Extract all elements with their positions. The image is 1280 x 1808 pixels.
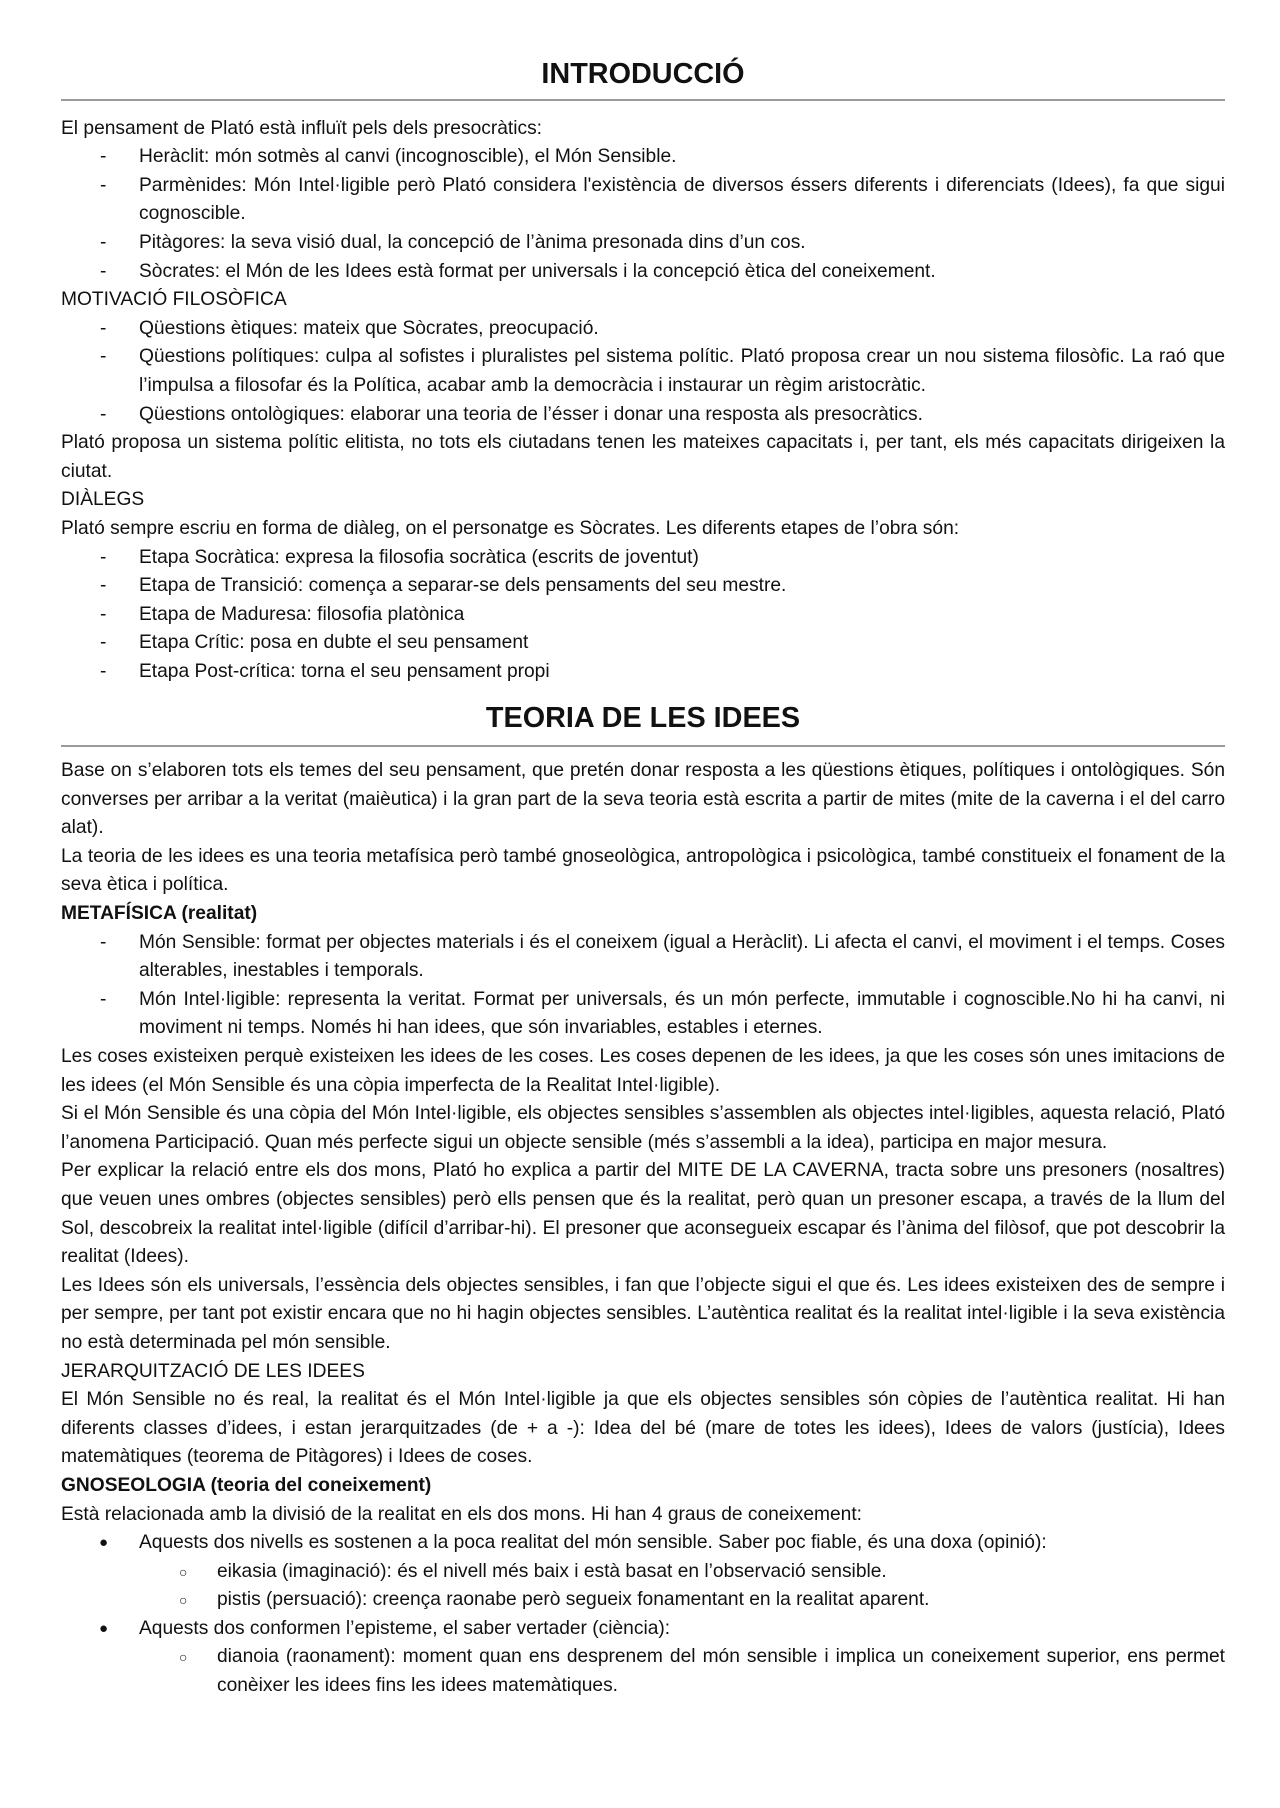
metafisica-heading: METAFÍSICA (realitat) <box>61 903 258 925</box>
mons-list <box>61 929 1225 1043</box>
list-item: - Heràclit: món sotmès al canvi (incognoscible), el Món Sensible. <box>61 143 1225 172</box>
list-item: - Qüestions ontològiques: elaborar una teoria de l’ésser i donar una resposta als presocràtics. <box>61 401 1225 430</box>
list-item: - Sòcrates: el Món de les Idees està format per universals i la concepció ètica del coneixement. <box>61 258 1225 287</box>
list-item: - Etapa Crític: posa en dubte el seu pensament <box>61 629 1225 658</box>
teoria-paragraph: Les Idees són els universals, l’essència dels objectes sensibles, i fan que l’objecte sigui el que és. Les idees existeixen des de sempre i per sempre, per tant pot existir encara que no hi hagin objectes sensibles. L’autèntica realitat és la realitat intel·ligible i la seva existència no està determinada pel món sensible. <box>61 1274 1225 1353</box>
episteme-text: Aquests dos conformen l’episteme, el saber vertader (ciència): <box>139 1617 671 1639</box>
list-item <box>61 1529 1225 1558</box>
dialegs-heading: DIÀLEGS <box>61 489 145 511</box>
list-item: - Pitàgores: la seva visió dual, la concepció de l’ànima presonada dins d’un cos. <box>61 229 1225 258</box>
episteme-sublist <box>61 1643 1225 1700</box>
doxa-text: Aquests dos nivells es sostenen a la poca realitat del món sensible. Saber poc fiable, és una doxa (opinió): <box>139 1532 1047 1554</box>
teoria-paragraph: Si el Món Sensible és una còpia del Món Intel·ligible, els objectes sensibles s’assemblen als objectes intel·ligibles, aquesta relació, Plató l’anomena Participació. Quan més perfecte sigui un objecte sensible (més s’assembli a la idea), participa en major mesura. <box>61 1103 1225 1153</box>
presocratics-list <box>61 143 1225 286</box>
list-item: - Etapa de Maduresa: filosofia platònica <box>61 601 1225 630</box>
bullet-icon: ● <box>99 1619 109 1637</box>
list-item: - Parmènides: Món Intel·ligible però Plató considera l'existència de diversos éssers diferents i diferenciats (Idees), fa que sigui cognoscible. <box>61 172 1225 229</box>
list-item: - Món Sensible: format per objectes materials i és el coneixem (igual a Heràclit). Li afecta el canvi, el moviment i el temps. Coses alterables, inestables i temporals. <box>61 929 1225 986</box>
list-item: - Qüestions polítiques: culpa al sofistes i pluralistes pel sistema polític. Plató proposa crear un nou sistema filosòfic. La raó que l’impulsa a filosofar és la Política, acabar amb la democràcia i instaurar un règim aristocràtic. <box>61 343 1225 400</box>
list-item: ○ pistis (persuació): creença raonabe però segueix fonamentant en la realitat aparent. <box>61 1586 1225 1615</box>
list-item: - Etapa Socràtica: expresa la filosofia socràtica (escrits de joventut) <box>61 544 1225 573</box>
list-item: ○ dianoia (raonament): moment quan ens desprenem del món sensible i implica un coneixement superior, ens permet conèixer les idees fins les idees matemàtiques. <box>61 1643 1225 1700</box>
graus-list <box>61 1529 1225 1558</box>
teoria-paragraph: Base on s’elaboren tots els temes del seu pensament, que pretén donar resposta a les qüestions ètiques, polítiques i ontològiques. Són converses per arribar a la veritat (maièutica) i la gran part de la seva teoria està escrita a partir de mites (mite de la caverna i el del carro alat). <box>61 760 1225 839</box>
etapes-list <box>61 544 1225 687</box>
dialegs-lead: Plató sempre escriu en forma de diàleg, on el personatge es Sòcrates. Les diferents etapes de l’obra són: <box>61 517 960 539</box>
motivacio-list <box>61 315 1225 429</box>
doxa-sublist <box>61 1558 1225 1615</box>
list-item: - Etapa de Transició: comença a separar-se dels pensaments del seu mestre. <box>61 572 1225 601</box>
section-divider <box>61 745 1225 747</box>
teoria-paragraph: El Món Sensible no és real, la realitat és el Món Intel·ligible ja que els objectes sensibles són còpies de l’autèntica realitat. Hi han diferents classes d’idees, i estan jerarquitzades (de + a -): Idea del bé (mare de totes les idees), Idees de valors (justícia), Idees matemàtiques (teorema de Pitàgores) i Idees de coses. <box>61 1389 1225 1468</box>
motivacio-heading: MOTIVACIÓ FILOSÒFICA <box>61 289 287 311</box>
document-page <box>61 60 1225 1701</box>
gnoseologia-lead: Està relacionada amb la divisió de la realitat en els dos mons. Hi han 4 graus de coneixement: <box>61 1503 862 1525</box>
teoria-paragraph: Les coses existeixen perquè existeixen les idees de les coses. Les coses depenen de les idees, ja que les coses són unes imitacions de les idees (el Món Sensible és una còpia imperfecta de la Realitat Intel·ligible). <box>61 1046 1225 1096</box>
graus-list <box>61 1615 1225 1644</box>
sistema-politic-paragraph: Plató proposa un sistema polític elitista, no tots els ciutadans tenen les mateixes capacitats i, per tant, els més capacitats dirigeixen la ciutat. <box>61 432 1225 482</box>
teoria-paragraph: La teoria de les idees es una teoria metafísica però també gnoseològica, antropològica i psicològica, també constitueix el fonament de la seva ètica i política. <box>61 845 1225 896</box>
list-item: ○ eikasia (imaginació): és el nivell més baix i està basat en l’observació sensible. <box>61 1558 1225 1587</box>
section-divider <box>61 99 1225 101</box>
list-item: - Món Intel·ligible: representa la veritat. Format per universals, és un món perfecte, immutable i cognoscible.No hi ha canvi, ni moviment ni temps. Només hi han idees, que són invariables, estables i eternes. <box>61 986 1225 1043</box>
section-title-teoria: TEORIA DE LES IDEES <box>485 702 801 735</box>
section-title-introduccio: INTRODUCCIÓ <box>541 58 745 90</box>
intro-lead: El pensament de Plató està influït pels dels presocràtics: <box>61 117 543 139</box>
list-item <box>61 1615 1225 1644</box>
teoria-paragraph: Per explicar la relació entre els dos mons, Plató ho explica a partir del MITE DE LA CAVERNA, tracta sobre uns presoners (nosaltres) que veuen unes ombres (objectes sensibles) però ells pensen que és la realitat, però quan un presoner escapa, a través de la llum del Sol, descobreix la realitat intel·ligible (difícil d’arribar-hi). El presoner que aconsegueix escapar és l’ànima del filòsof, que pot descobrir la realitat (Idees). <box>61 1160 1225 1268</box>
gnoseologia-heading: GNOSEOLOGIA (teoria del coneixement) <box>61 1474 432 1496</box>
jerarquitzacio-heading: JERARQUITZACIÓ DE LES IDEES <box>61 1360 365 1382</box>
list-item: - Qüestions ètiques: mateix que Sòcrates, preocupació. <box>61 315 1225 344</box>
bullet-icon: ● <box>99 1534 109 1552</box>
list-item: - Etapa Post-crítica: torna el seu pensament propi <box>61 658 1225 687</box>
